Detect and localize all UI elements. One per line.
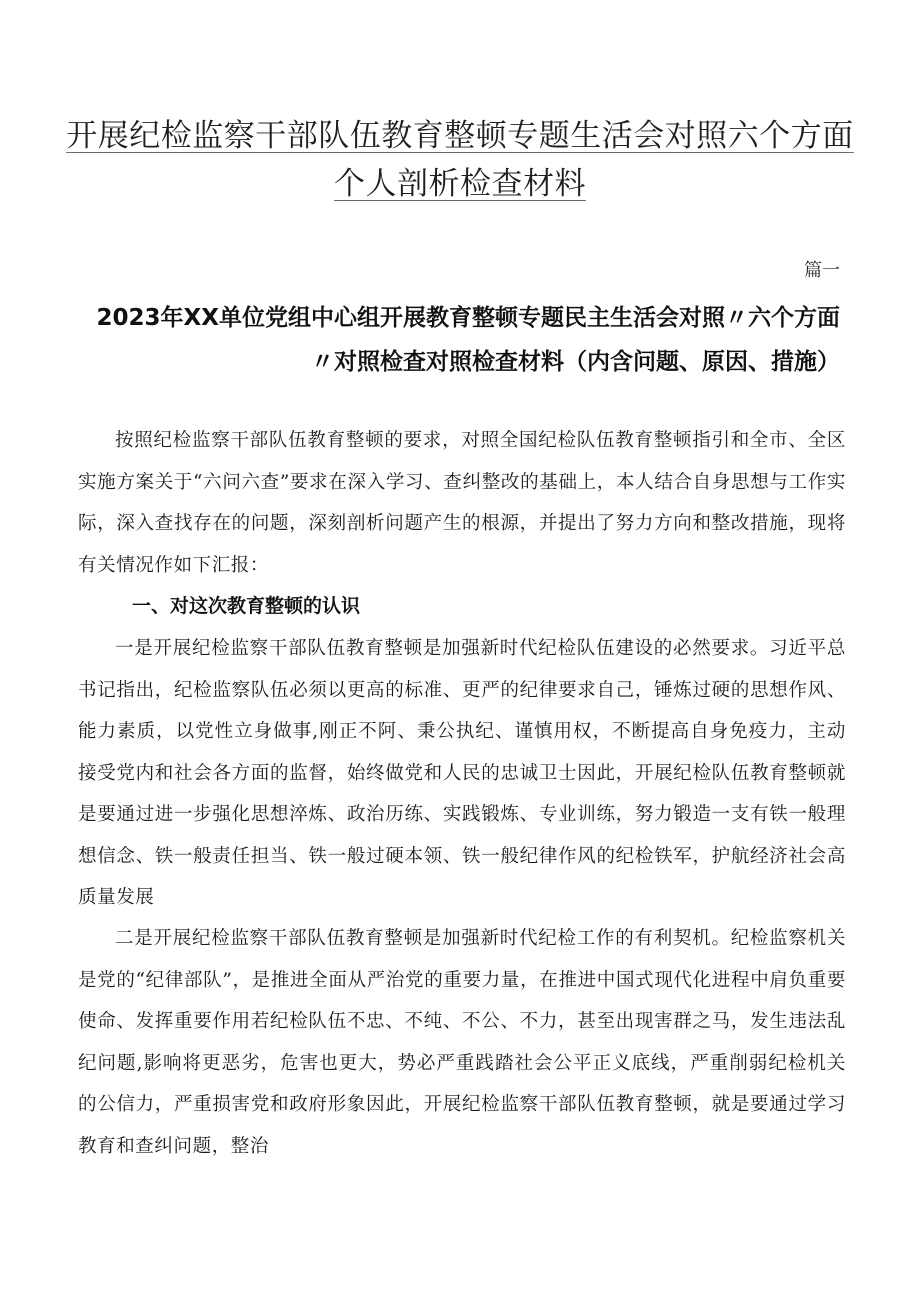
document-title-text: 开展纪检监察干部队伍教育整顿专题生活会对照六个方面个人剖析检查材料 <box>66 118 854 202</box>
section-heading: 一、对这次教育整顿的认识 <box>132 595 361 617</box>
subtitle: 2023年XX单位党组中心组开展教育整顿专题民主生活会对照〃六个方面〃对照检查对照检查材料（内含问题、原因、措施） <box>96 305 840 375</box>
section-label: 篇一 <box>804 260 840 281</box>
intro-paragraph: 按照纪检监察干部队伍教育整顿的要求，对照全国纪检队伍教育整顿指引和全市、全区实施方案关于“六问六查”要求在深入学习、查纠整改的基础上，本人结合自身思想与工作实际，深入查找存在的问题，深刻剖析问题产生的根源，并提出了努力方向和整改措施，现将有关情况作如下汇报： <box>78 430 846 576</box>
paragraph-one: 一是开展纪检监察干部队伍教育整顿是加强新时代纪检队伍建设的必然要求。习近平总书记指出，纪检监察队伍必须以更高的标准、更严的纪律要求自己，锤炼过硬的思想作风、能力素质，以党性立身做事,刚正不阿、秉公执纪、谨慎用权，不断提高自身免疫力，主动接受党内和社会各方面的监督，始终做党和人民的忠诚卫士因此，开展纪检队伍教育整顿就是要通过进一步强化思想淬炼、政治历练、实践锻炼、专业训练，努力锻造一支有铁一般理想信念、铁一般责任担当、铁一般过硬本领、铁一般纪律作风的纪检铁军，护航经济社会高质量发展 <box>78 638 846 908</box>
paragraph-two: 二是开展纪检监察干部队伍教育整顿是加强新时代纪检工作的有利契机。纪检监察机关是党的“纪律部队”，是推进全面从严治党的重要力量，在推进中国式现代化进程中肩负重要使命、发挥重要作用若纪检队伍不忠、不纯、不公、不力，甚至出现害群之马，发生违法乱纪问题,影响将更恶劣，危害也更大，势必严重践踏社会公平正义底线，严重削弱纪检机关的公信力，严重损害党和政府形象因此，开展纪检监察干部队伍教育整顿，就是要通过学习教育和查纠问题，整治 <box>78 928 846 1157</box>
document-title <box>60 112 860 208</box>
